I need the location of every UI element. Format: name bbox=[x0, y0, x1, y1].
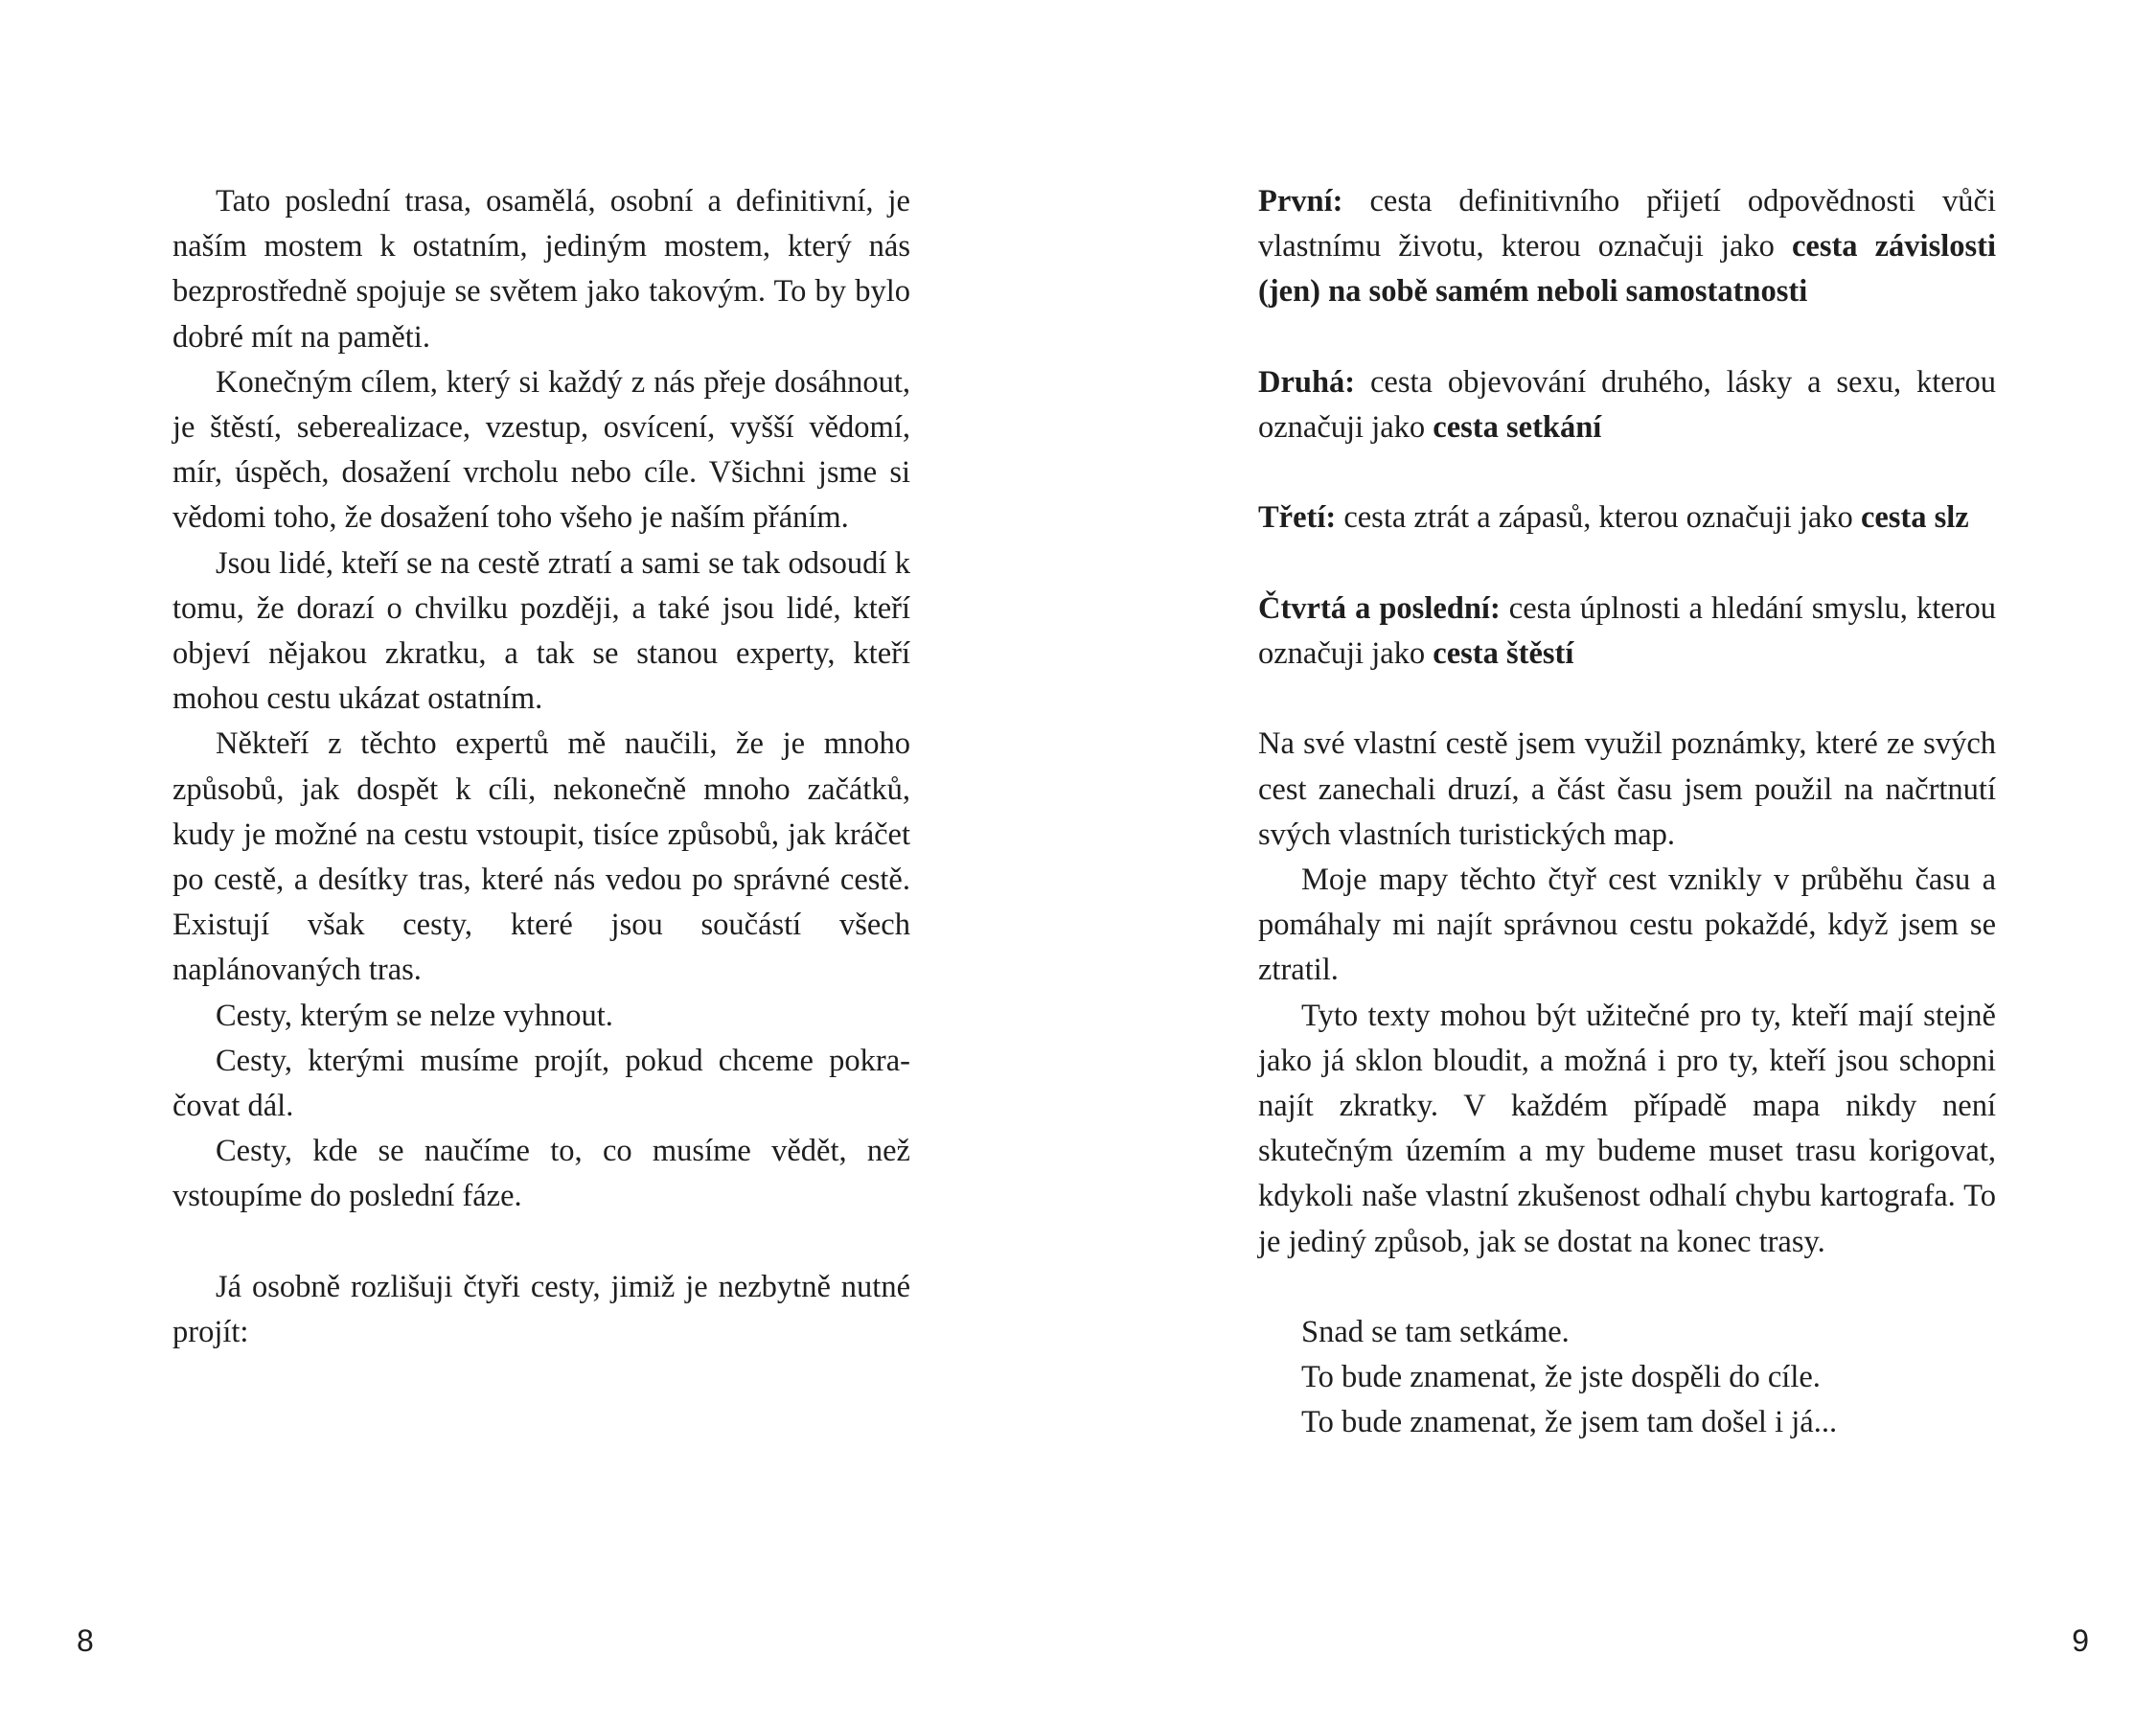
path-entry-second bbox=[1258, 360, 1996, 450]
path-name: cesta setkání bbox=[1433, 410, 1602, 445]
path-description: cesta úplnosti a hledání smyslu, kterou označuji jako bbox=[1258, 590, 1996, 671]
path-entry-first bbox=[1258, 179, 1996, 315]
closing-line: Snad se tam setkáme. bbox=[1301, 1315, 1570, 1349]
path-name: cesta slz bbox=[1860, 500, 1969, 536]
path-label: Čtvrtá a poslední: bbox=[1258, 590, 1501, 626]
paragraph: Tato poslední trasa, osamělá, osobní a definitivní, je naším mostem k ostatním, jediným mostem, který nás bezprostředně spojuje se světem jako takovým. To by bylo dobré mít na paměti. bbox=[172, 184, 910, 355]
paragraph: Moje mapy těchto čtyř cest vznikly v průběhu času a pomáhaly mi najít správnou cestu pokaždé, když jsem se ztratil. bbox=[1258, 862, 1996, 988]
paragraph: Tyto texty mohou být užitečné pro ty, kteří mají stejně jako já sklon bloudit, a možná i pro ty, kteří jsou schopni najít zkratky. V každém případě mapa nikdy není skutečným územím a my budeme muset trasu korigovat, kdykoli naše vlastní zkušenost odhalí chybu kartografa. To je jediný způsob, jak se dostat na konec trasy. bbox=[1258, 998, 1996, 1259]
path-description: cesta objevování druhého, lásky a sexu, kterou označuji jako bbox=[1258, 364, 1996, 445]
path-label: Druhá: bbox=[1258, 364, 1356, 400]
closing-line: To bude znamenat, že jste dospěli do cíle. bbox=[1301, 1360, 1821, 1395]
paragraph: Cesty, kde se naučíme to, co musíme vědět, než vstoupíme do poslední fáze. bbox=[172, 1134, 910, 1214]
path-entry-fourth bbox=[1258, 586, 1996, 677]
path-description: cesta ztrát a zápasů, kterou označuji jako bbox=[1336, 500, 1861, 536]
closing-line: To bude znamenat, že jsem tam došel i já... bbox=[1301, 1405, 1838, 1440]
path-description: cesta definitivního přijetí odpovědnosti vůči vlastnímu životu, kterou označuji jako bbox=[1258, 184, 1996, 264]
paragraph: Já osobně rozlišuji čtyři cesty, jimiž je nezbytně nutné projít: bbox=[172, 1269, 910, 1350]
path-name: cesta štěstí bbox=[1433, 635, 1574, 671]
paragraph: Cesty, kterým se nelze vyhnout. bbox=[216, 998, 613, 1033]
paragraph: Na své vlastní cestě jsem využil poznámky, které ze svých cest zanechali druzí, a část času jsem použil na načrtnutí svých vlastních turistických map. bbox=[1258, 726, 1996, 852]
left-page-text bbox=[172, 179, 910, 1355]
paragraph: Konečným cílem, který si každý z nás přeje dosáhnout, je štěstí, seberealizace, vzestup, osvícení, vyšší vědomí, mír, úspěch, dosažení vrcholu nebo cíle. Všichni jsme si vědomi toho, že dosažení toho všeho je naším přáním. bbox=[172, 364, 910, 536]
page-number: 8 bbox=[77, 1623, 94, 1658]
path-label: První: bbox=[1258, 184, 1343, 218]
paragraph: Jsou lidé, kteří se na cestě ztratí a sami se tak odsoudí k tomu, že dorazí o chvilku později, a také jsou lidé, kteří objeví nějakou zkratku, a tak se stanou experty, kteří mohou cestu ukázat ostatním. bbox=[172, 545, 910, 717]
paragraph: Cesty, kterými musíme projít, pokud chceme pokračovat dál. bbox=[172, 1043, 910, 1124]
right-page bbox=[1078, 0, 2156, 1725]
path-name: cesta závislosti (jen) na sobě samém neboli samostatnosti bbox=[1258, 229, 1996, 310]
path-label: Třetí: bbox=[1258, 500, 1337, 536]
right-page-text bbox=[1258, 179, 1996, 1446]
page-number: 9 bbox=[2072, 1623, 2089, 1658]
path-entry-third bbox=[1258, 495, 1996, 540]
paragraph: Někteří z těchto expertů mě naučili, že je mnoho způsobů, jak dospět k cíli, nekonečně mnoho začátků, kudy je možné na cestu vstoupit, tisíce způsobů, jak kráčet po cestě, a desítky tras, které nás vedou po správné cestě. Existují však cesty, které jsou součástí všech naplánovaných tras. bbox=[172, 726, 910, 988]
